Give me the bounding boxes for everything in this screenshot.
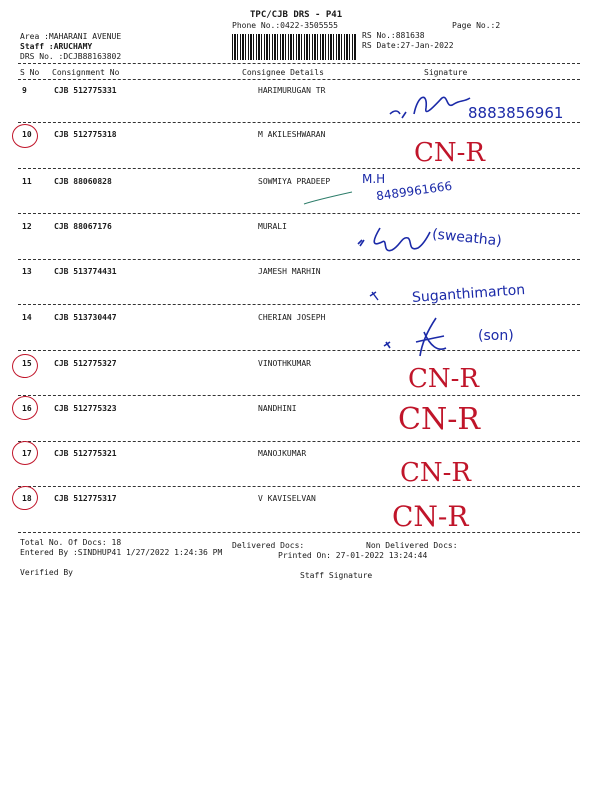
red-circle-mark bbox=[10, 484, 40, 513]
drs-number: DRS No. :DCJB88163802 bbox=[20, 52, 122, 61]
col-header-consignment: Consignment No bbox=[52, 68, 120, 77]
row-sno: 13 bbox=[22, 267, 32, 276]
row-consignee: M AKILESHWARAN bbox=[258, 130, 326, 139]
row-consignment: CJB 88067176 bbox=[54, 222, 112, 231]
signature-scribble bbox=[380, 312, 460, 360]
cn-r-mark: CN-R bbox=[398, 402, 480, 437]
row-divider bbox=[18, 532, 580, 533]
staff-label: Staff :ARUCHAMY bbox=[20, 42, 93, 51]
divider bbox=[18, 79, 580, 80]
handwritten-name: Suganthimarton bbox=[411, 282, 526, 306]
row-consignee: CHERIAN JOSEPH bbox=[258, 313, 326, 322]
row-consignment: CJB 512775327 bbox=[54, 359, 117, 368]
signature-scribble bbox=[388, 84, 478, 128]
row-consignee: NANDHINI bbox=[258, 404, 297, 413]
cn-r-mark: CN-R bbox=[400, 458, 472, 488]
col-header-signature: Signature bbox=[424, 68, 468, 77]
row-consignee: SOWMIYA PRADEEP bbox=[258, 177, 331, 186]
row-sno: 15 bbox=[22, 359, 32, 368]
row-sno: 10 bbox=[22, 130, 32, 139]
row-sno: 18 bbox=[22, 494, 32, 503]
page-number: Page No.:2 bbox=[452, 21, 501, 30]
row-consignment: CJB 512775318 bbox=[54, 130, 117, 139]
document-title: TPC/CJB DRS - P41 bbox=[250, 10, 343, 20]
row-divider bbox=[18, 486, 580, 487]
row-consignee: HARIMURUGAN TR bbox=[258, 86, 326, 95]
handwritten-phone: 8883856961 bbox=[468, 104, 564, 122]
red-circle-mark bbox=[10, 394, 39, 421]
row-divider bbox=[18, 304, 580, 305]
rs-date: RS Date:27-Jan-2022 bbox=[362, 41, 454, 50]
handwritten-name: (son) bbox=[478, 328, 514, 344]
phone-number: Phone No.:0422-3505555 bbox=[232, 21, 338, 30]
row-consignment: CJB 512775331 bbox=[54, 86, 117, 95]
row-consignee: JAMESH MARHIN bbox=[258, 267, 321, 276]
row-consignment: CJB 512775321 bbox=[54, 449, 117, 458]
row-divider bbox=[18, 395, 580, 396]
signature-scribble bbox=[352, 222, 432, 262]
handwritten-phone: 8489961666 bbox=[375, 178, 453, 204]
row-consignment: CJB 513730447 bbox=[54, 313, 117, 322]
handwritten-name: (sweatha) bbox=[431, 226, 503, 250]
row-sno: 11 bbox=[22, 177, 32, 186]
row-sno: 17 bbox=[22, 449, 32, 458]
row-divider bbox=[18, 168, 580, 169]
row-divider bbox=[18, 259, 580, 260]
row-sno: 9 bbox=[22, 86, 27, 95]
row-divider bbox=[18, 441, 580, 442]
row-consignee: MURALI bbox=[258, 222, 287, 231]
tick-mark bbox=[368, 288, 388, 304]
total-docs: Total No. Of Docs: 18 bbox=[20, 538, 122, 547]
area-label: Area :MAHARANI AVENUE bbox=[20, 32, 122, 41]
cn-r-mark: CN-R bbox=[414, 138, 486, 168]
pen-stroke bbox=[300, 188, 360, 208]
col-header-sno: S No bbox=[20, 68, 40, 77]
non-delivered-docs: Non Delivered Docs: bbox=[366, 541, 458, 550]
row-consignee: V KAVISELVAN bbox=[258, 494, 316, 503]
divider bbox=[18, 63, 580, 64]
staff-signature: Staff Signature bbox=[300, 571, 373, 580]
row-consignment: CJB 512775323 bbox=[54, 404, 117, 413]
entered-by: Entered By :SINDHUP41 1/27/2022 1:24:36 PM bbox=[20, 548, 223, 557]
cn-r-mark: CN-R bbox=[408, 364, 480, 394]
row-divider bbox=[18, 122, 580, 123]
row-consignment: CJB 513774431 bbox=[54, 267, 117, 276]
row-consignee: VINOTHKUMAR bbox=[258, 359, 311, 368]
red-circle-mark bbox=[10, 352, 40, 380]
row-consignee: MANOJKUMAR bbox=[258, 449, 307, 458]
row-sno: 16 bbox=[22, 404, 32, 413]
printed-on: Printed On: 27-01-2022 13:24:44 bbox=[278, 551, 428, 560]
row-sno: 12 bbox=[22, 222, 32, 231]
barcode bbox=[232, 34, 356, 60]
row-consignment: CJB 512775317 bbox=[54, 494, 117, 503]
rs-number: RS No.:881638 bbox=[362, 31, 425, 40]
row-consignment: CJB 88060828 bbox=[54, 177, 112, 186]
red-circle-mark bbox=[12, 441, 38, 465]
row-divider bbox=[18, 350, 580, 351]
row-divider bbox=[18, 213, 580, 214]
handwritten-note: M.H bbox=[362, 172, 386, 186]
col-header-consignee: Consignee Details bbox=[242, 68, 324, 77]
delivered-docs: Delivered Docs: bbox=[232, 541, 305, 550]
red-circle-mark bbox=[12, 124, 38, 148]
row-sno: 14 bbox=[22, 313, 32, 322]
verified-by: Verified By bbox=[20, 568, 73, 577]
cn-r-mark: CN-R bbox=[392, 500, 469, 533]
